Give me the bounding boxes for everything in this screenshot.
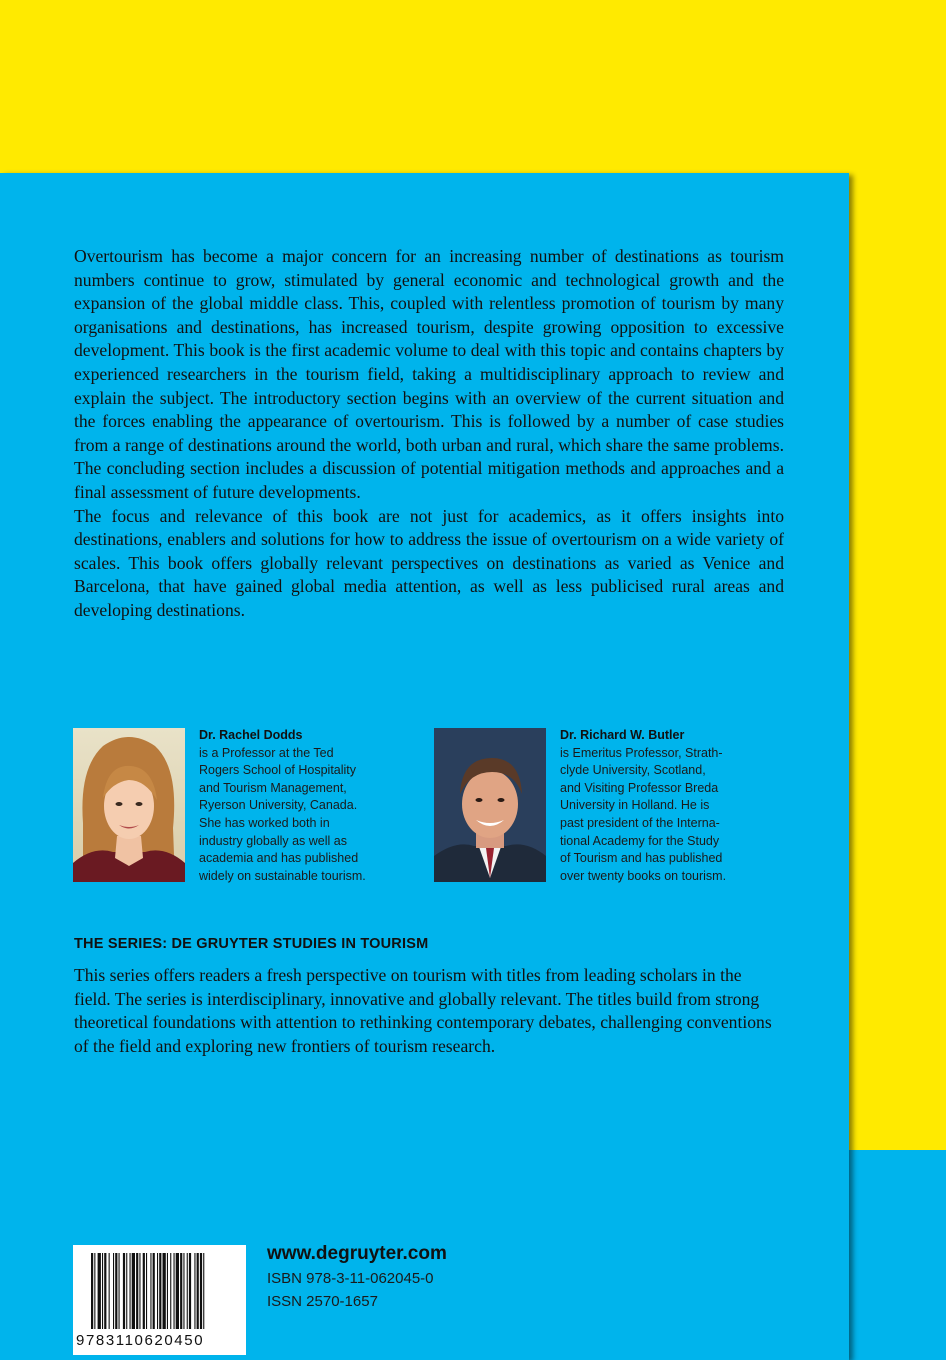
author-bio-rachel-dodds <box>199 727 414 885</box>
barcode-digits: 9783110620450 <box>76 1332 205 1349</box>
author-bio-line: and Tourism Management, <box>199 780 347 795</box>
barcode-bar <box>174 1253 175 1329</box>
author-bio-line: academia and has published <box>199 851 359 866</box>
description-paragraph-1: Overtourism has become a major concern for an increasing number of destinations as tourism numbers continue to grow, stimulated by general economic and technological growth and the expansion of the global middle class. This, coupled with relentless promotion of tourism by many organisations and destinations, has increased tourism, despite growing opposition to excessive development. This book is the first academic volume to deal with this topic and contains chapters by experienced researchers in the tourism field, taking a multidisciplinary approach to review and explain the subject. The introductory section begins with an overview of the current situation and the forces enabling the appearance of overtourism. This is followed by a number of case studies from a range of destinations around the world, both urban and rural, which share the same problems. The concluding section includes a discussion of potential mitigation methods and approaches and a final assessment of future developments. <box>74 246 784 502</box>
issn-number: ISSN 2570-1657 <box>267 1293 378 1310</box>
barcode-bar <box>130 1253 131 1329</box>
description-paragraph-2: The focus and relevance of this book are not just for academics, as it offers insights into destinations, enablers and solutions for how to address the issue of overtourism on a wide variety of scales. This book offers globally relevant perspectives on destinations as varied as Venice and Barcelona, that have gained global media attention, as well as less publicised rural areas and developing destinations. <box>74 505 784 620</box>
author-name: Dr. Richard W. Butler <box>560 728 685 742</box>
barcode-bar <box>132 1253 135 1329</box>
barcode-bar <box>98 1253 101 1329</box>
barcode-bar <box>153 1253 155 1329</box>
author-bio-line: She has worked both in <box>199 815 330 830</box>
barcode-bar <box>123 1253 125 1329</box>
author-bio-line: widely on sustainable tourism. <box>199 868 366 883</box>
barcode-bar <box>163 1253 166 1329</box>
barcode-bar <box>194 1253 195 1329</box>
barcode-bar <box>119 1253 120 1329</box>
author-bio-line: Ryerson University, Canada. <box>199 798 358 813</box>
barcode-bar <box>176 1253 179 1329</box>
author-bio-line: is Emeritus Professor, Strath- <box>560 745 723 760</box>
barcode-bar <box>203 1253 204 1329</box>
author-bio-line: Rogers School of Hospitality <box>199 763 357 778</box>
barcode-bar <box>126 1253 127 1329</box>
author-name: Dr. Rachel Dodds <box>199 728 303 742</box>
barcode-bar <box>183 1253 184 1329</box>
author-bio-line: tional Academy for the Study <box>560 833 720 848</box>
series-heading: THE SERIES: DE GRUYTER STUDIES IN TOURISM <box>74 936 429 952</box>
author-bio-line: past president of the Interna- <box>560 815 720 830</box>
author-bio-richard-butler <box>560 727 780 885</box>
barcode-bar <box>136 1253 138 1329</box>
author-photo-rachel-dodds <box>73 728 185 882</box>
barcode-bar <box>167 1253 168 1329</box>
series-description: This series offers readers a fresh perspective on tourism with titles from leading scholars in the field. The series is interdisciplinary, innovative and globally relevant. The titles build from strong theoretical foundations with attention to rethinking contemporary debates, challenging conventions of the field and exploring new frontiers of tourism research. <box>74 965 772 1056</box>
barcode-bar <box>197 1253 199 1329</box>
barcode-bar <box>139 1253 140 1329</box>
book-description <box>74 245 784 623</box>
barcode-bar <box>189 1253 191 1329</box>
barcode-bar <box>159 1253 161 1329</box>
author-bio-line: industry globally as well as <box>199 833 347 848</box>
isbn-number: ISBN 978-3-11-062045-0 <box>267 1270 434 1287</box>
author-bio-line: is a Professor at the Ted <box>199 745 334 760</box>
barcode-bar <box>104 1253 106 1329</box>
barcode-bar <box>170 1253 171 1329</box>
barcode-bar <box>180 1253 182 1329</box>
barcode-bar <box>143 1253 145 1329</box>
author-bio-line: clyde University, Scotland, <box>560 763 706 778</box>
author-bio-line: and Visiting Professor Breda <box>560 780 719 795</box>
author-bio-line: University in Holland. He is <box>560 798 710 813</box>
publisher-url[interactable]: www.degruyter.com <box>267 1243 447 1264</box>
barcode-bar <box>91 1253 93 1329</box>
barcode-bar <box>187 1253 188 1329</box>
barcode-bar <box>146 1253 147 1329</box>
barcode-bar <box>200 1253 202 1329</box>
author-photo-richard-butler <box>434 728 546 882</box>
barcode-bar <box>150 1253 151 1329</box>
barcode-bar <box>113 1253 114 1329</box>
blue-corner-block <box>840 1150 946 1360</box>
barcode-bar <box>115 1253 117 1329</box>
barcode-bar <box>157 1253 158 1329</box>
barcode-bar <box>102 1253 103 1329</box>
barcode-bar <box>109 1253 110 1329</box>
barcode-bar <box>94 1253 95 1329</box>
author-bio-line: of Tourism and has published <box>560 851 723 866</box>
author-bio-line: over twenty books on tourism. <box>560 868 727 883</box>
